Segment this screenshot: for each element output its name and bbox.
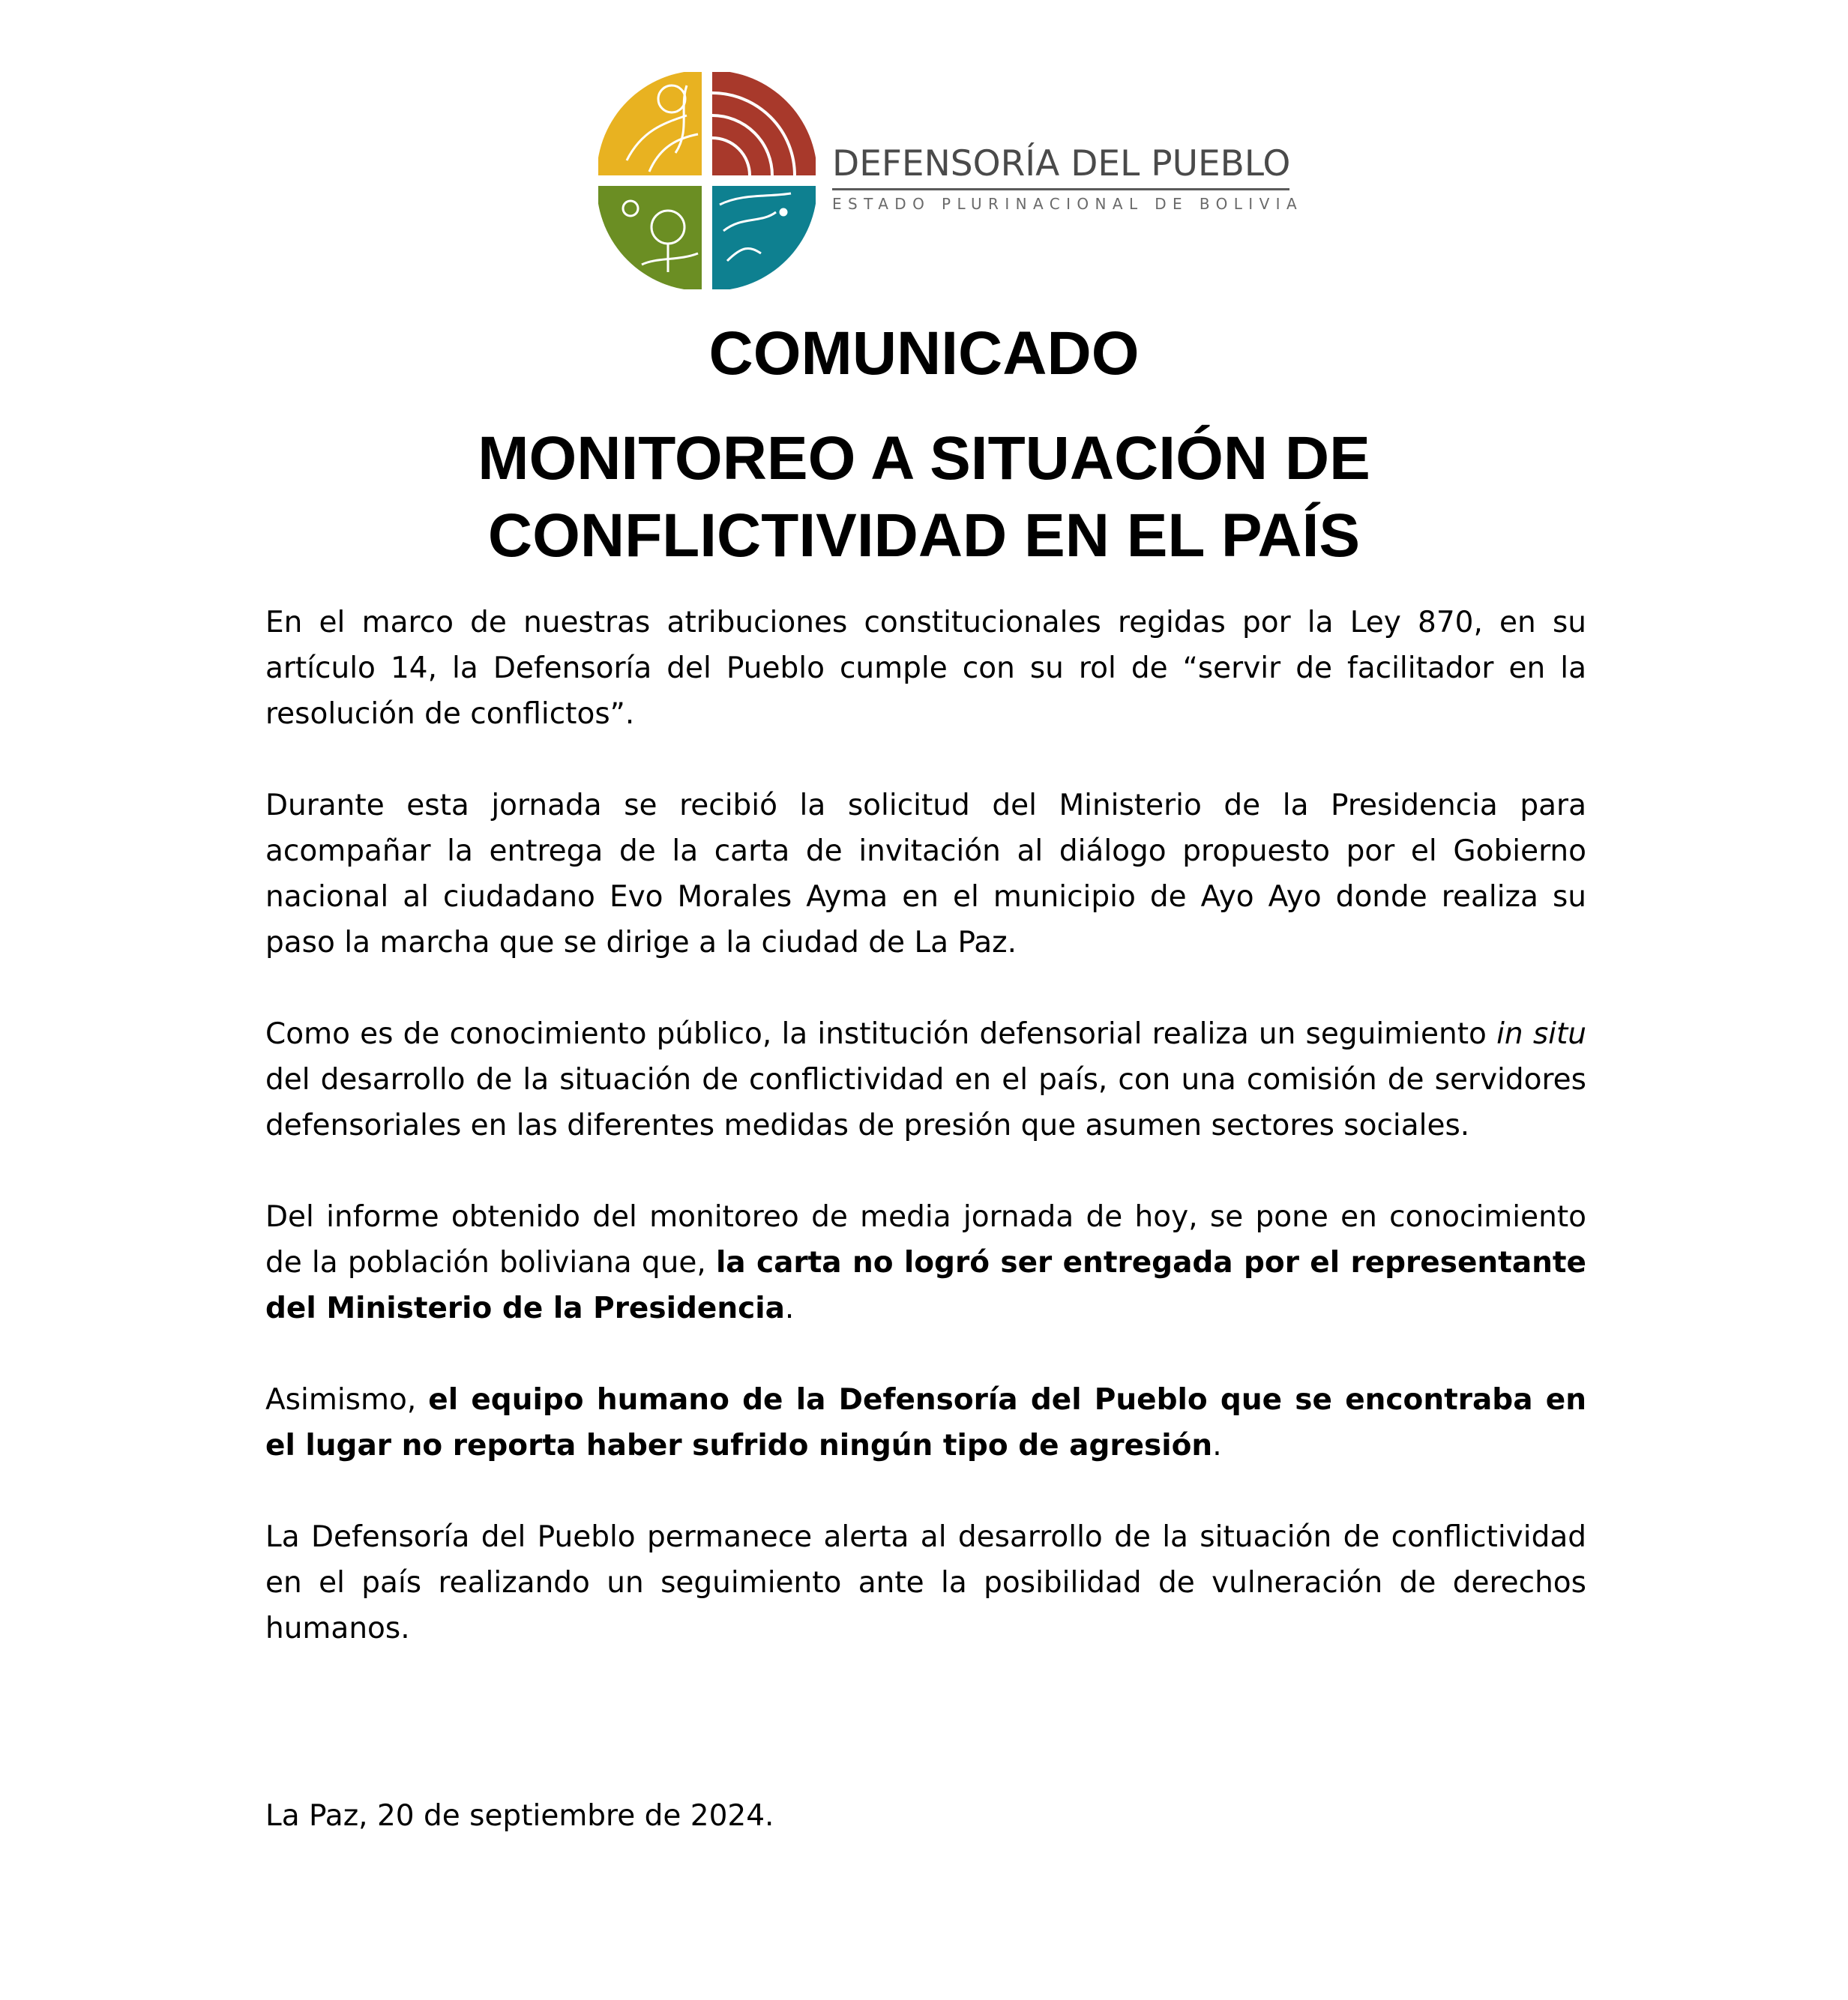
defensoria-logo-icon [598, 72, 816, 289]
paragraph-3-italic: in situ [1496, 1017, 1586, 1051]
paragraph-5-text: Asimismo, [265, 1383, 429, 1417]
paragraph-2: Durante esta jornada se recibió la solicitud del Ministerio de la Presidencia para acompañar la entrega de la carta de invitación al diálogo propuesto por el Gobierno nacional al ciudadano Evo Morales Ayma en el municipio de Ayo Ayo donde realiza su paso la marcha que se dirige a la ciudad de La Paz. [265, 789, 1586, 960]
paragraph-5 [265, 1377, 1586, 1469]
paragraph-3-text: Como es de conocimiento público, la institución defensorial realiza un seguimiento [265, 1017, 1497, 1051]
logo-wordmark [832, 143, 1304, 213]
paragraph-1: En el marco de nuestras atribuciones constitucionales regidas por la Ley 870, en su artículo 14, la Defensoría del Pueblo cumple con su rol de “servir de facilitador en la resolución de conflictos”. [265, 606, 1586, 731]
title-line-1: MONITOREO A SITUACIÓN DE [478, 424, 1370, 493]
organization-name: DEFENSORÍA DEL PUEBLO [832, 143, 1291, 184]
paragraph-4-end: . [784, 1292, 795, 1325]
document-date: La Paz, 20 de septiembre de 2024. [265, 1799, 774, 1833]
paragraph-3-text-end: del desarrollo de la situación de conflictividad en el país, con una comisión de servidores defensoriales en las diferentes medidas de presión que asumen sectores sociales. [265, 1063, 1586, 1142]
logo-divider [832, 188, 1289, 190]
paragraph-4-text: Del informe obtenido del monitoreo de media jornada de hoy, se pone en conocimiento de la población boliviana que, [265, 1200, 1586, 1280]
paragraph-5-end: . [1212, 1429, 1222, 1463]
paragraph-3 [265, 1011, 1586, 1148]
document-label: COMUNICADO [708, 319, 1140, 388]
document-title [0, 420, 1848, 574]
paragraph-4 [265, 1194, 1586, 1331]
document-body [265, 600, 1586, 1697]
letterhead [0, 72, 1848, 297]
paragraph-6: La Defensoría del Pueblo permanece alerta al desarrollo de la situación de conflictividad en el país realizando un seguimiento ante la posibilidad de vulneración de derechos humanos. [265, 1520, 1586, 1645]
title-line-2: CONFLICTIVIDAD EN EL PAÍS [487, 501, 1361, 570]
organization-subtitle: ESTADO PLURINACIONAL DE BOLIVIA [832, 195, 1304, 213]
paragraph-4-bold: la carta no logró ser entregada por el representante del Ministerio de la Presidencia [265, 1246, 1586, 1325]
paragraph-5-bold: el equipo humano de la Defensoría del Pueblo que se encontraba en el lugar no reporta haber sufrido ningún tipo de agresión [265, 1383, 1587, 1463]
